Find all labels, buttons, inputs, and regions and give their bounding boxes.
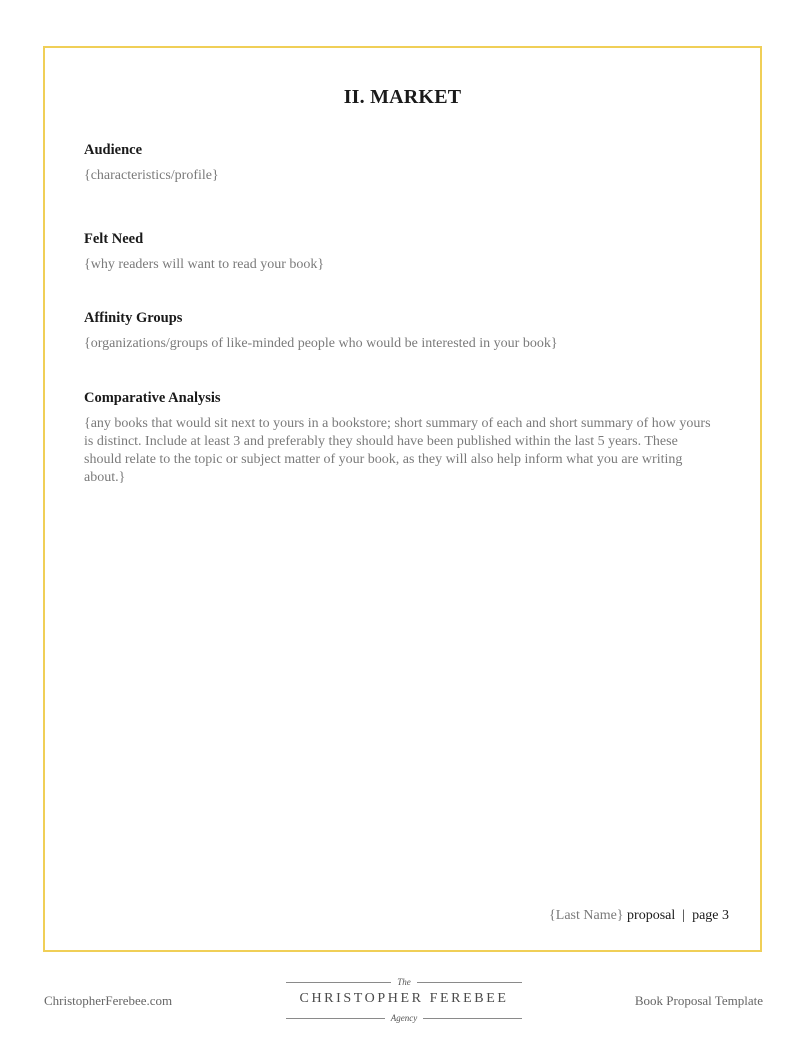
- template-name: Book Proposal Template: [634, 993, 763, 1008]
- section-heading: Felt Need: [84, 231, 144, 247]
- page-title: II. MARKET: [343, 86, 462, 108]
- logo-top-rule: [286, 977, 522, 987]
- section-placeholder-text: {any books that would sit next to yours in a bookstore; short summary of each and short summary of how yours is distinct. Include at least 3 and preferably they should have been published within the last 5 years. These should relate to the topic or subject matter of your book, as they will also help inform what you are writing about.}: [84, 416, 711, 485]
- logo-bottom-text: Agency: [390, 1013, 418, 1023]
- section-placeholder-text: {why readers will want to read your book}: [84, 257, 325, 272]
- website-link[interactable]: ChristopherFerebee.com: [44, 993, 173, 1008]
- page-frame: [43, 46, 762, 952]
- section-heading: Comparative Analysis: [84, 390, 221, 406]
- section-heading: Affinity Groups: [84, 310, 183, 326]
- page-number: page 3: [692, 908, 729, 923]
- logo-name: CHRISTOPHER FEREBEE: [299, 991, 509, 1006]
- section-felt-need: [84, 231, 714, 274]
- section-audience: [84, 142, 714, 185]
- footer-separator: |: [682, 908, 686, 923]
- last-name-placeholder: {Last Name}: [549, 908, 624, 923]
- logo-divider: [417, 982, 522, 983]
- logo-divider: [286, 1018, 385, 1019]
- logo-bottom-rule: [286, 1013, 522, 1023]
- section-placeholder-text: {organizations/groups of like-minded people who would be interested in your book}: [84, 336, 558, 351]
- proposal-label: proposal: [627, 908, 676, 923]
- agency-logo: [286, 975, 522, 1025]
- section-affinity-groups: [84, 310, 714, 353]
- logo-top-text: The: [397, 977, 411, 987]
- section-comparative-analysis: [84, 390, 714, 487]
- section-placeholder-text: {characteristics/profile}: [84, 168, 219, 183]
- page-number-footer: [549, 908, 729, 924]
- logo-divider: [286, 982, 391, 983]
- logo-divider: [423, 1018, 522, 1019]
- section-heading: Audience: [84, 142, 142, 158]
